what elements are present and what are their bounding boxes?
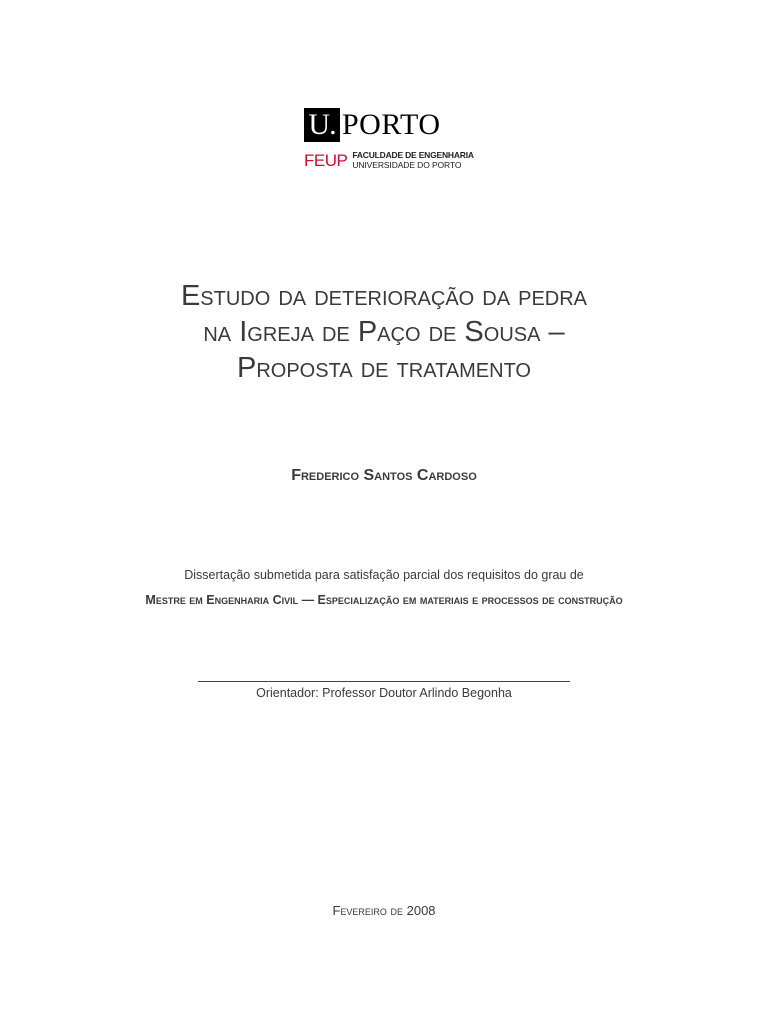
title-line-3: Proposta de tratamento — [237, 352, 531, 384]
logo-faculty-line1: FACULDADE DE ENGENHARIA — [352, 150, 474, 160]
title-line-1: Estudo da deterioração da pedra — [180, 280, 588, 312]
logo-feup-text: FEUP — [304, 151, 348, 170]
title-line-2: na Igreja de Paço de Sousa – — [203, 316, 565, 348]
feup-wordmark — [304, 150, 474, 171]
advisor-rule — [198, 681, 570, 682]
submission-date: Fevereiro de 2008 — [332, 903, 436, 918]
author-name: Frederico Santos Cardoso — [291, 467, 477, 484]
logo-u-mark: U. — [304, 108, 340, 142]
uporto-feup-logo — [304, 106, 474, 176]
logo-faculty-line2: UNIVERSIDADE DO PORTO — [352, 160, 462, 170]
degree-name: Mestre em Engenharia Civil — Especialização em materiais e processos de construção — [145, 593, 623, 607]
document-title — [84, 278, 684, 386]
logo-porto-text: PORTO — [342, 108, 441, 141]
logo-faculty-text — [352, 150, 474, 170]
submission-statement: Dissertação submetida para satisfação parcial dos requisitos do grau de — [184, 568, 584, 582]
advisor-line: Orientador: Professor Doutor Arlindo Begonha — [256, 686, 512, 700]
uporto-wordmark — [304, 108, 441, 142]
